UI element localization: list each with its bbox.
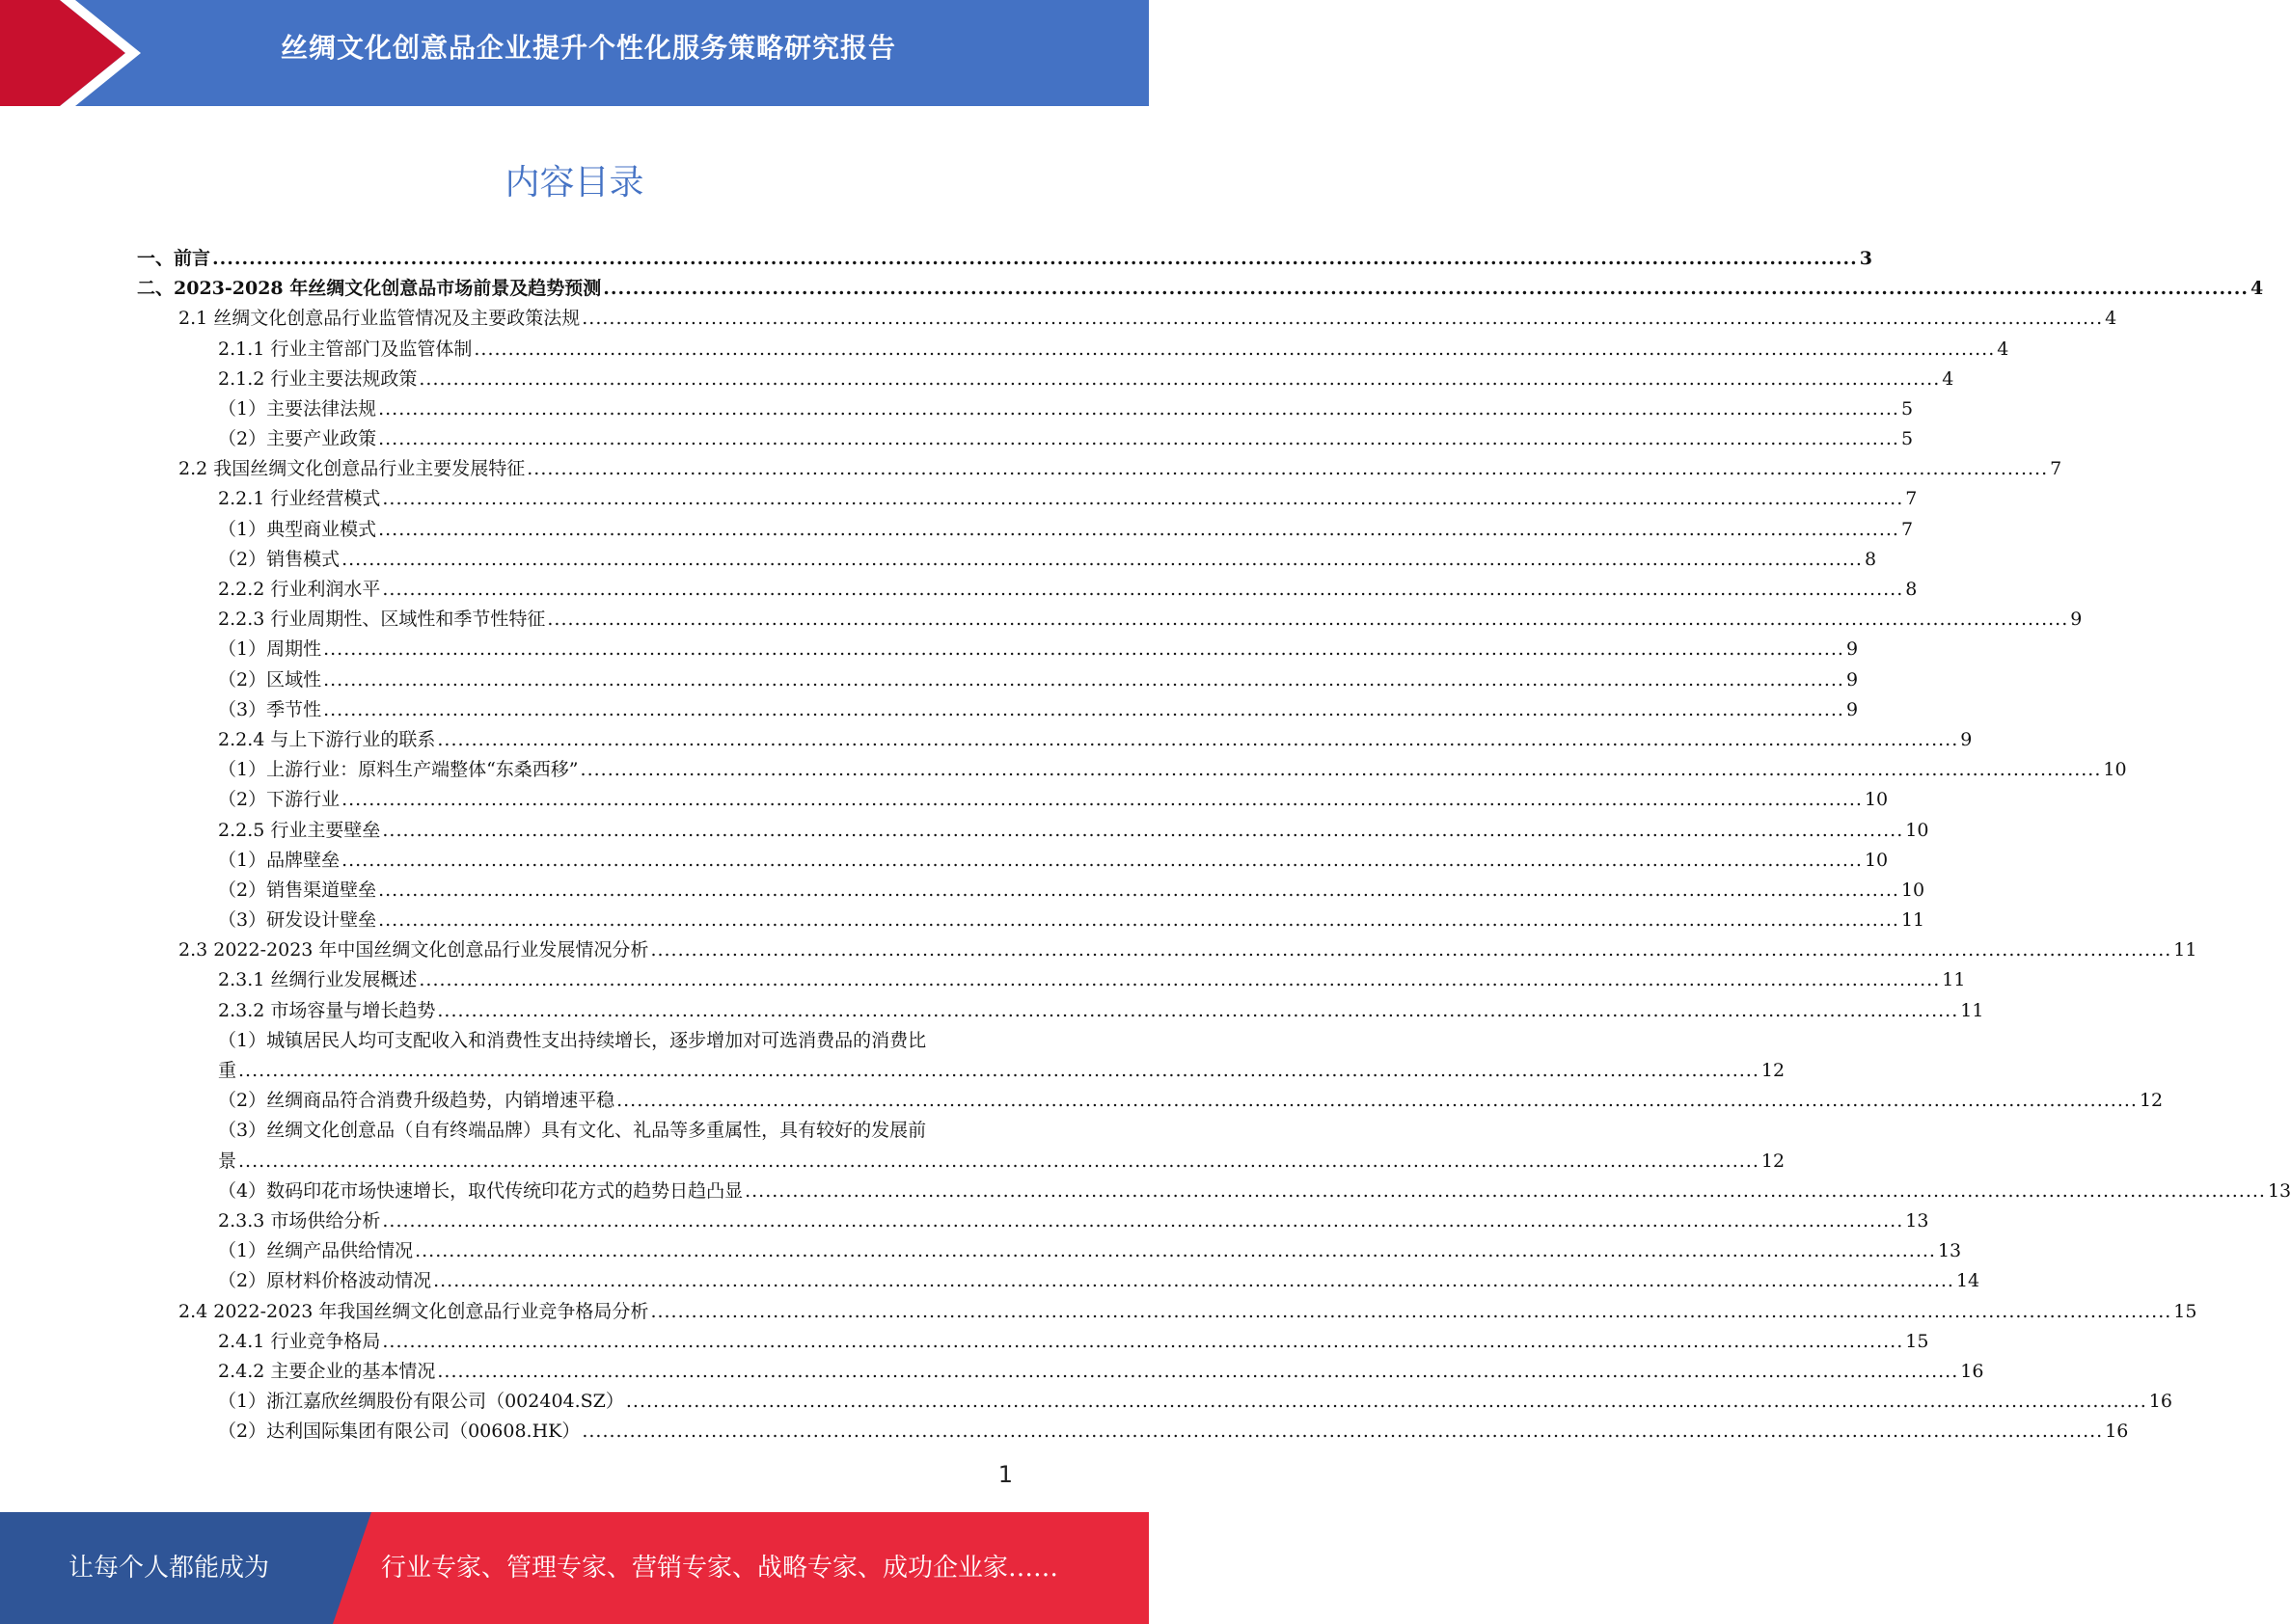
toc-entry[interactable]: （1）浙江嘉欣丝绸股份有限公司（002404.SZ） ................................................................................................................................................................................................................................ 16	[218, 1391, 2172, 1413]
toc-entry[interactable]: 2.1.1 行业主管部门及监管体制 ................................................................................................................................................................................................................................ 4	[218, 338, 2009, 360]
toc-entry[interactable]: 2.4 2022-2023 年我国丝绸文化创意品行业竞争格局分析 ................................................................................................................................................................................................................................ 15	[178, 1300, 2197, 1322]
toc-entry[interactable]: （2）销售模式 ................................................................................................................................................................................................................................ 8	[218, 548, 1877, 570]
toc-entry[interactable]: 2.2.2 行业利润水平 ................................................................................................................................................................................................................................ 8	[218, 579, 1918, 601]
toc-entry[interactable]: 2.2.3 行业周期性、区域性和季节性特征 ................................................................................................................................................................................................................................ 9	[218, 609, 2083, 631]
toc-entry-line: （3）丝绸文化创意品（自有终端品牌）具有文化、礼品等多重属性，具有较好的发展前	[218, 1120, 927, 1142]
page-number: 1	[997, 1461, 1013, 1488]
toc-entry[interactable]: （2）销售渠道壁垒 ................................................................................................................................................................................................................................ 10	[218, 879, 1925, 901]
toc-entry[interactable]: 2.3 2022-2023 年中国丝绸文化创意品行业发展情况分析 ................................................................................................................................................................................................................................ 11	[178, 939, 2197, 961]
toc-entry[interactable]: 2.4.2 主要企业的基本情况 ................................................................................................................................................................................................................................ 16	[218, 1360, 1984, 1382]
toc-entry[interactable]: 2.2 我国丝绸文化创意品行业主要发展特征 ................................................................................................................................................................................................................................ 7	[178, 458, 2062, 480]
table-of-contents	[137, 244, 2291, 1448]
header-banner	[0, 0, 1149, 106]
toc-entry[interactable]: 2.2.1 行业经营模式 ................................................................................................................................................................................................................................ 7	[218, 488, 1918, 510]
toc-entry[interactable]: （2）区域性 ................................................................................................................................................................................................................................ 9	[218, 668, 1859, 690]
toc-entry[interactable]: 一、前言 ................................................................................................................................................................................................................................ 3	[137, 247, 1872, 269]
toc-entry[interactable]: （1）主要法律法规 ................................................................................................................................................................................................................................ 5	[218, 397, 1914, 420]
toc-entry[interactable]: （2）丝绸商品符合消费升级趋势，内销增速平稳 ................................................................................................................................................................................................................................ 12	[218, 1090, 2164, 1112]
toc-entry[interactable]: （2）下游行业 ................................................................................................................................................................................................................................ 10	[218, 789, 1889, 811]
toc-entry[interactable]: （1）品牌壁垒 ................................................................................................................................................................................................................................ 10	[218, 849, 1889, 871]
toc-entry[interactable]: （2）达利国际集团有限公司（00608.HK） ................................................................................................................................................................................................................................ 16	[218, 1421, 2129, 1443]
toc-entry[interactable]: （3）丝绸文化创意品（自有终端品牌）具有文化、礼品等多重属性，具有较好的发展前 景 ................................................................................................................................................................................................................................ 12	[137, 1116, 1011, 1176]
report-title: 丝绸文化创意品企业提升个性化服务策略研究报告	[280, 32, 896, 64]
toc-entry[interactable]: （1）丝绸产品供给情况 ................................................................................................................................................................................................................................ 13	[218, 1240, 1962, 1262]
toc-entry[interactable]: （4）数码印花市场快速增长，取代传统印花方式的趋势日趋凸显 ................................................................................................................................................................................................................................ 13	[218, 1179, 2291, 1202]
toc-entry[interactable]: （2）原材料价格波动情况 ................................................................................................................................................................................................................................ 14	[218, 1270, 1980, 1292]
toc-entry[interactable]: 2.3.3 市场供给分析 ................................................................................................................................................................................................................................ 13	[218, 1209, 1929, 1232]
toc-entry[interactable]: 二、2023-2028 年丝绸文化创意品市场前景及趋势预测 ................................................................................................................................................................................................................................ 4	[137, 278, 2264, 300]
toc-entry[interactable]: 2.2.5 行业主要壁垒 ................................................................................................................................................................................................................................ 10	[218, 819, 1929, 841]
toc-entry[interactable]: （1）典型商业模式 ................................................................................................................................................................................................................................ 7	[218, 518, 1914, 540]
footer-slogan-right: 行业专家、管理专家、营销专家、战略专家、成功企业家……	[381, 1554, 1059, 1583]
toc-entry[interactable]: （1）上游行业：原料生产端整体“东桑西移” ................................................................................................................................................................................................................................ 10	[218, 759, 2127, 781]
toc-entry[interactable]: 2.3.1 丝绸行业发展概述 ................................................................................................................................................................................................................................ 11	[218, 969, 1966, 991]
footer-slogan-left: 让每个人都能成为	[68, 1554, 269, 1583]
toc-entry[interactable]: （3）研发设计壁垒 ................................................................................................................................................................................................................................ 11	[218, 909, 1925, 932]
toc-entry[interactable]: 2.4.1 行业竞争格局 ................................................................................................................................................................................................................................ 15	[218, 1330, 1929, 1352]
toc-entry[interactable]: 2.1.2 行业主要法规政策 ................................................................................................................................................................................................................................ 4	[218, 367, 1954, 390]
toc-entry[interactable]: （1）周期性 ................................................................................................................................................................................................................................ 9	[218, 638, 1859, 661]
toc-entry[interactable]: 2.2.4 与上下游行业的联系 ................................................................................................................................................................................................................................ 9	[218, 728, 1973, 750]
toc-entry[interactable]: 2.1 丝绸文化创意品行业监管情况及主要政策法规 ................................................................................................................................................................................................................................ 4	[178, 308, 2117, 330]
toc-entry[interactable]: 2.3.2 市场容量与增长趋势 ................................................................................................................................................................................................................................ 11	[218, 999, 1984, 1021]
toc-entry[interactable]: （3）季节性 ................................................................................................................................................................................................................................ 9	[218, 698, 1859, 720]
footer-banner	[0, 1512, 1149, 1624]
toc-entry[interactable]: （2）主要产业政策 ................................................................................................................................................................................................................................ 5	[218, 428, 1914, 450]
toc-entry-line: （1）城镇居民人均可支配收入和消费性支出持续增长，逐步增加对可选消费品的消费比	[218, 1029, 927, 1051]
toc-entry[interactable]: （1）城镇居民人均可支配收入和消费性支出持续增长，逐步增加对可选消费品的消费比 重 ................................................................................................................................................................................................................................ 12	[137, 1026, 1011, 1086]
toc-heading: 内容目录	[505, 163, 644, 203]
